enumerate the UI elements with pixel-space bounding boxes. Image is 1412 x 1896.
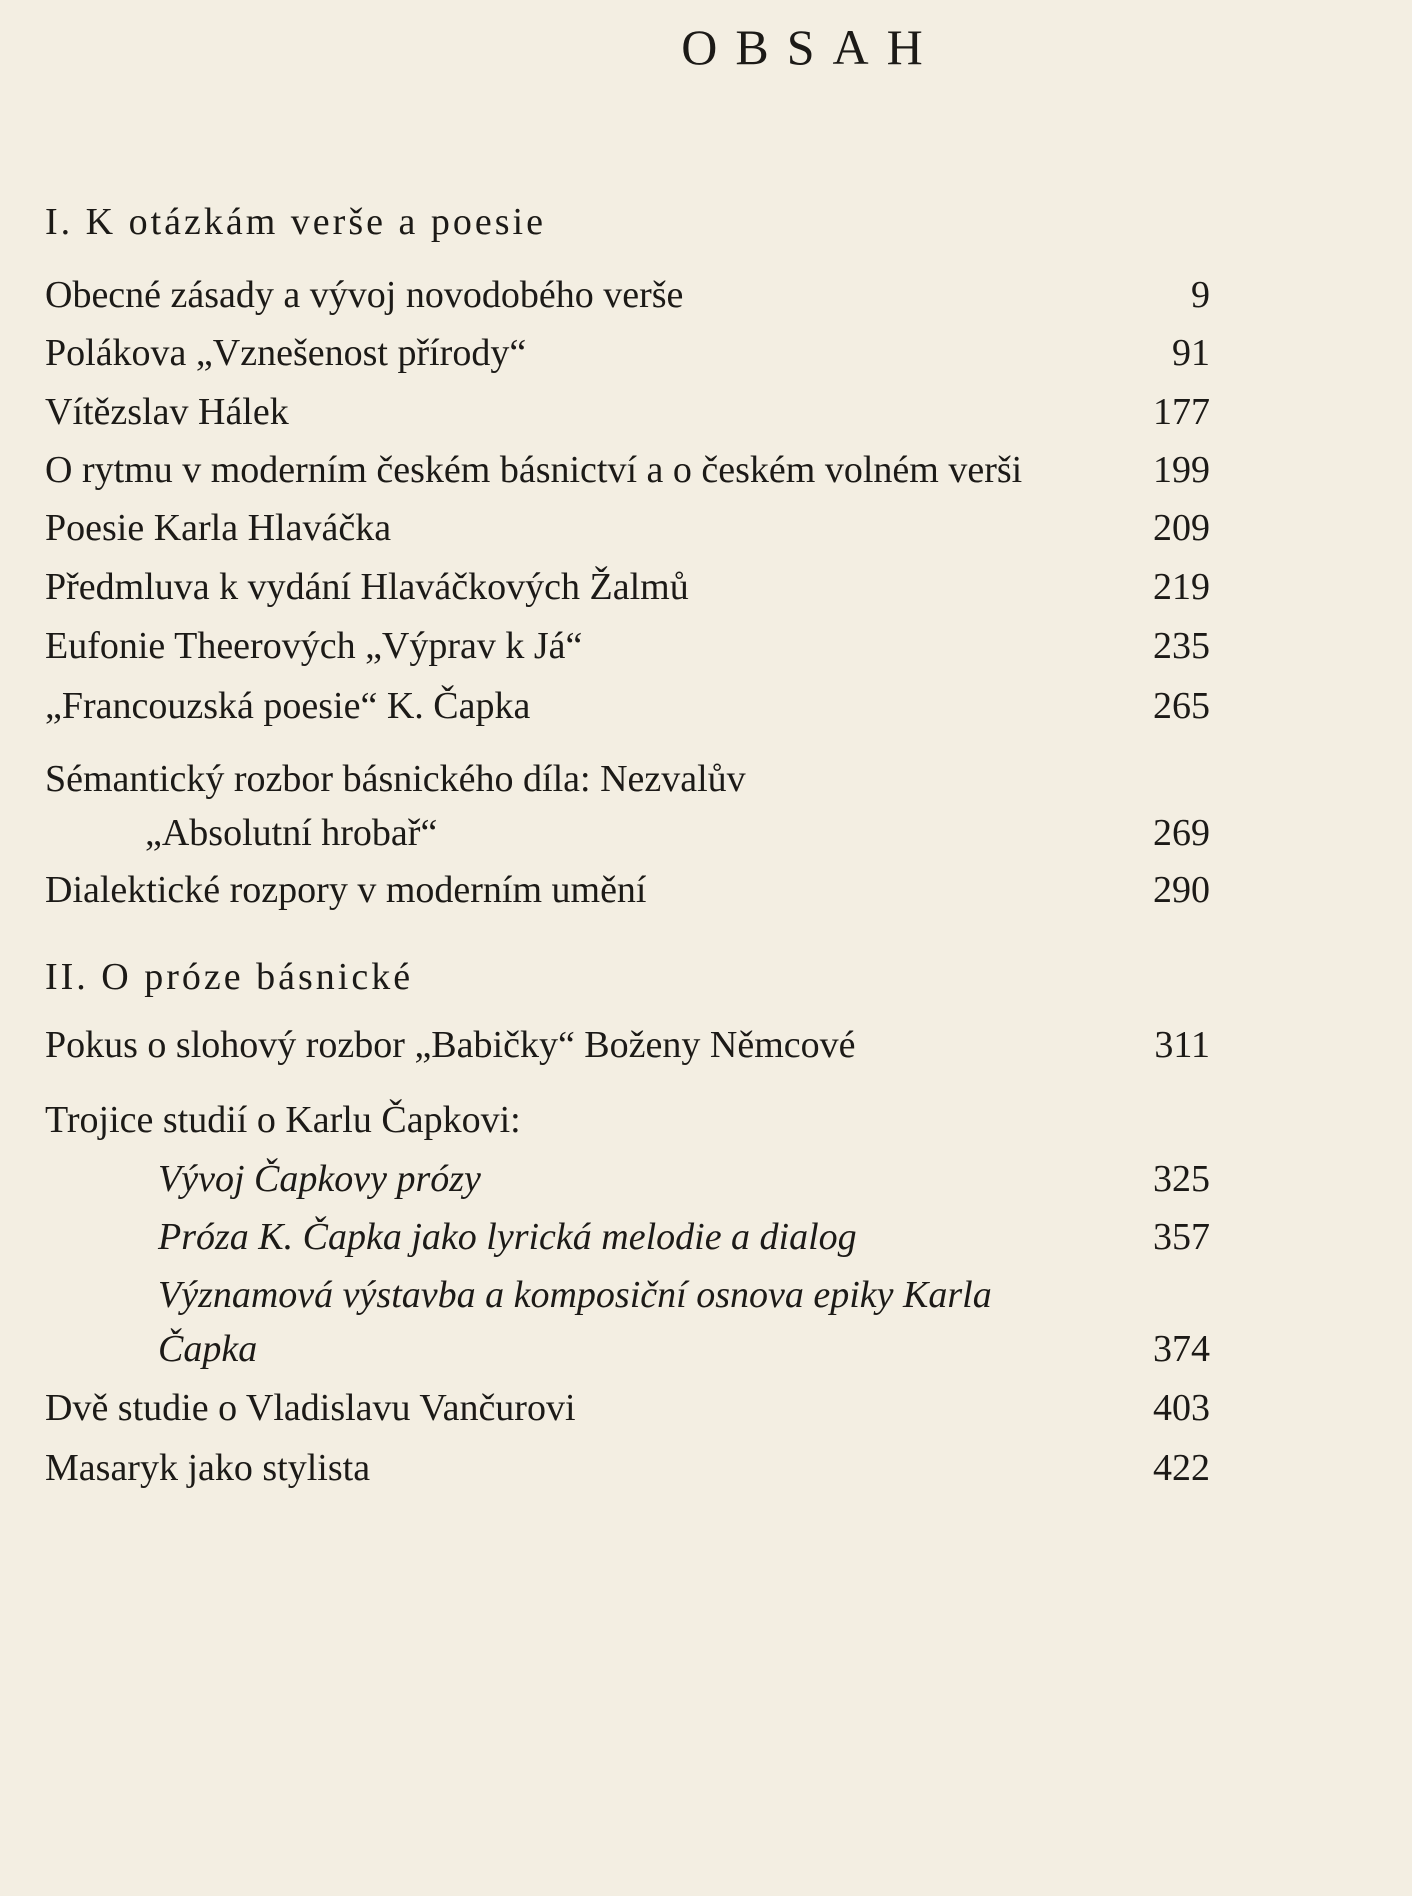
toc-entry [45,1093,1210,1147]
toc-entry-page: 265 [1153,685,1210,727]
toc-entry-page: 325 [1153,1158,1210,1200]
toc-entry-title: Poesie Karla Hlaváčka [45,507,392,549]
toc-entry-page: 177 [1153,391,1210,433]
toc-entry-title: Masaryk jako stylista [45,1447,371,1489]
toc-entry-page: 219 [1153,566,1210,608]
toc-entry [45,326,1210,380]
toc-entry-title: Vývoj Čapkovy prózy [158,1158,481,1200]
toc-entry [45,1381,1210,1435]
toc-entry-page: 269 [1153,812,1210,854]
toc-entry-title: Pokus o slohový rozbor „Babičky“ Boženy Němcové [45,1024,856,1066]
toc-entry-page: 199 [1153,449,1210,491]
toc-entry-title: Eufonie Theerových „Výprav k Já“ [45,625,583,667]
toc-entry [45,560,1210,614]
toc-entry [45,619,1210,673]
toc-entry [45,679,1210,733]
toc-entry-page: 374 [1153,1328,1210,1370]
toc-entry-title-continued: „Absolutní hrobař“ [145,812,438,854]
toc-entry-page: 9 [1191,274,1210,316]
toc-entry [45,1018,1210,1072]
section-heading-1: I. K otázkám verše a poesie [45,201,546,243]
toc-entry-title: Polákova „Vznešenost přírody“ [45,332,527,374]
toc-entry-page: 209 [1153,507,1210,549]
toc-entry [45,1441,1210,1495]
toc-entry-page: 235 [1153,625,1210,667]
toc-entry-title: Dvě studie o Vladislavu Vančurovi [45,1387,576,1429]
toc-subentry [158,1210,1210,1264]
toc-entry-title-continued: Čapka [158,1328,258,1370]
toc-entry-page: 311 [1154,1024,1210,1066]
toc-entry-page: 403 [1153,1387,1210,1429]
toc-entry-title: Vítězslav Hálek [45,391,289,433]
section-heading-2: II. O próze básnické [45,956,414,998]
toc-entry-title: Trojice studií o Karlu Čapkovi: [45,1099,521,1141]
toc-entry-title: Dialektické rozpory v moderním umění [45,869,647,911]
toc-entry [45,443,1210,497]
toc-entry [45,385,1210,439]
toc-entry-title: Obecné zásady a vývoj novodobého verše [45,274,684,316]
toc-entry-title: „Francouzská poesie“ K. Čapka [45,685,531,727]
toc-entry-page: 91 [1172,332,1210,374]
toc-entry-page: 422 [1153,1447,1210,1489]
toc-entry-page: 357 [1153,1216,1210,1258]
toc-entry-title: Sémantický rozbor básnického díla: Nezvalův [45,758,746,800]
toc-entry-title: Próza K. Čapka jako lyrická melodie a dialog [158,1216,857,1258]
toc-entry [45,752,1210,860]
toc-subentry [158,1268,1210,1376]
toc-entry [45,501,1210,555]
toc-entry [45,268,1210,322]
toc-entry-title: O rytmu v moderním českém básnictví a o českém volném verši [45,449,1023,491]
toc-entry-title: Významová výstavba a komposiční osnova epiky Karla [158,1274,992,1316]
toc-entry-page: 290 [1153,869,1210,911]
page-title: OBSAH [681,19,941,75]
toc-subentry [158,1152,1210,1206]
toc-entry-title: Předmluva k vydání Hlaváčkových Žalmů [45,566,689,608]
toc-entry [45,863,1210,917]
